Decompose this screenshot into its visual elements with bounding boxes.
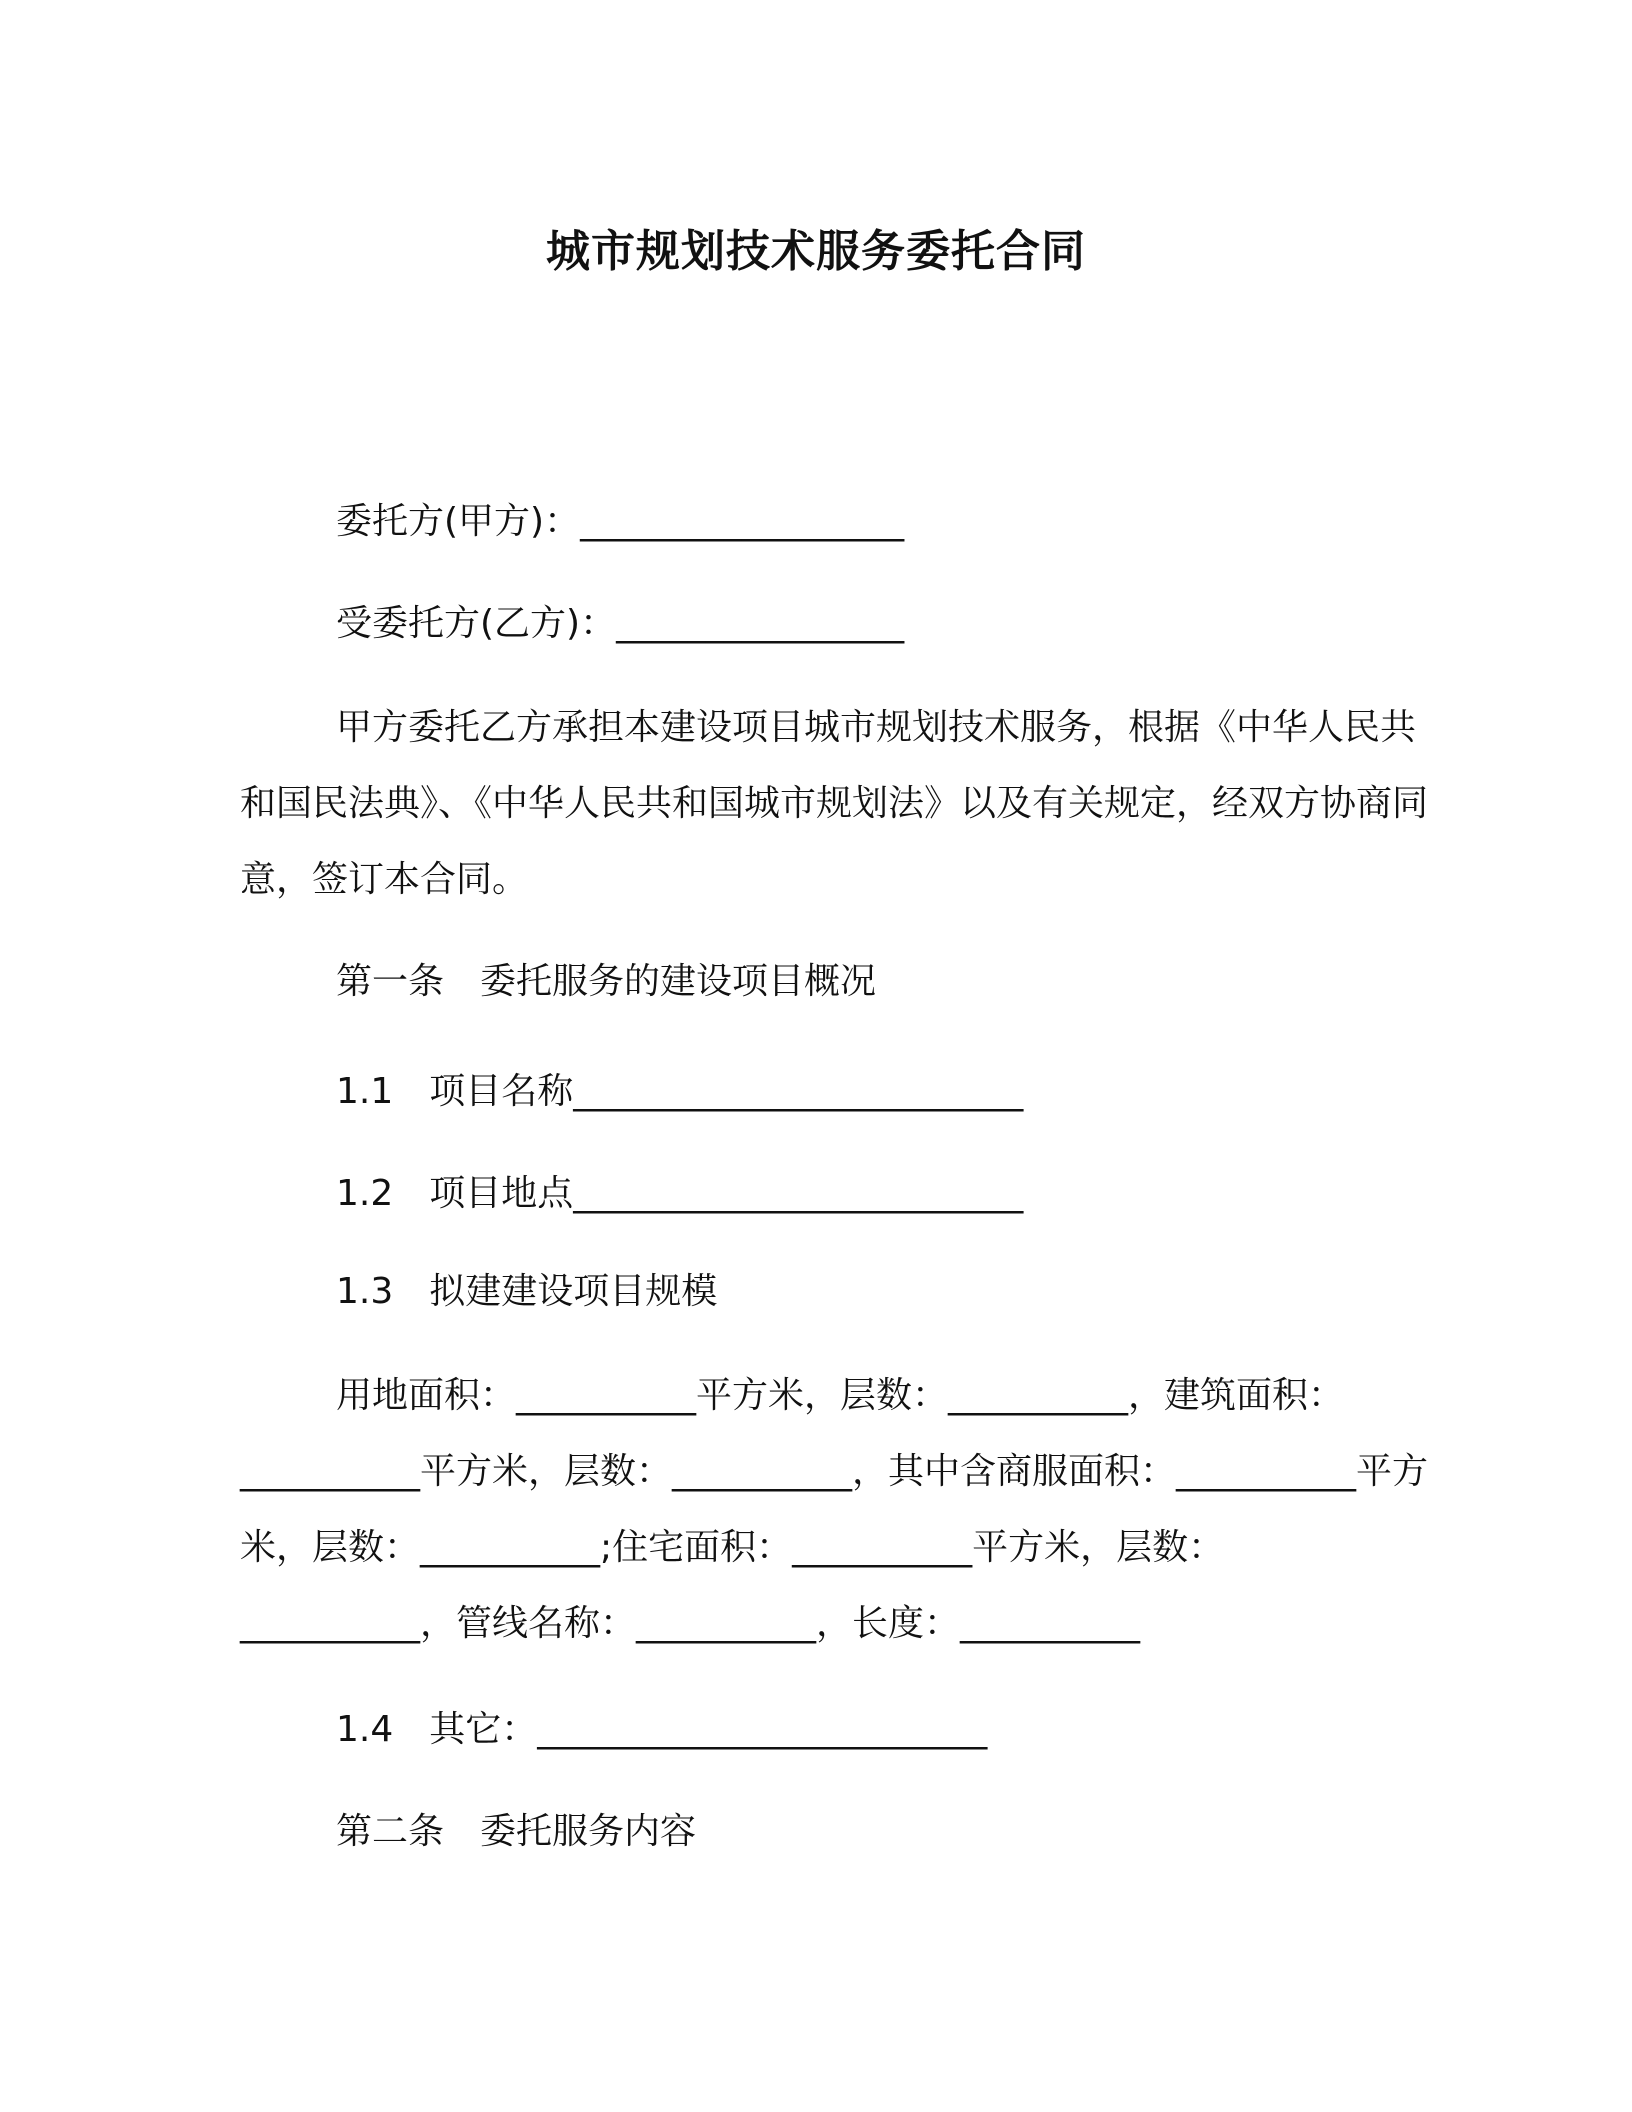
intro-paragraph: 甲方委托乙方承担本建设项目城市规划技术服务，根据《中华人民共和国民法典》、《中华人民共和国城市规划法》以及有关规定，经双方协商同意，签订本合同。 (240, 707, 1429, 900)
item-1-1-project-name: 1.1 项目名称_________________________ (336, 1071, 1024, 1112)
item-1-3-project-scale: 1.3 拟建建设项目规模 (336, 1271, 718, 1312)
party-a-line: 委托方(甲方)：__________________ (336, 501, 905, 542)
party-b-line: 受委托方(乙方)：________________ (336, 603, 905, 644)
scale-details-paragraph: 用地面积：__________平方米，层数：__________，建筑面积：__________平方米，层数：__________，其中含商服面积：__________平方米，层数：__________;住宅面积：__________平方米，层数：__________，管线名称：__________，长度：__________ (240, 1375, 1429, 1644)
article-1-heading: 第一条 委托服务的建设项目概况 (336, 961, 877, 1002)
item-1-2-project-location: 1.2 项目地点_________________________ (336, 1173, 1024, 1214)
item-1-4-other: 1.4 其它：_________________________ (336, 1709, 988, 1750)
article-2-heading: 第二条 委托服务内容 (336, 1811, 697, 1852)
document-title: 城市规划技术服务委托合同 (546, 226, 1086, 277)
